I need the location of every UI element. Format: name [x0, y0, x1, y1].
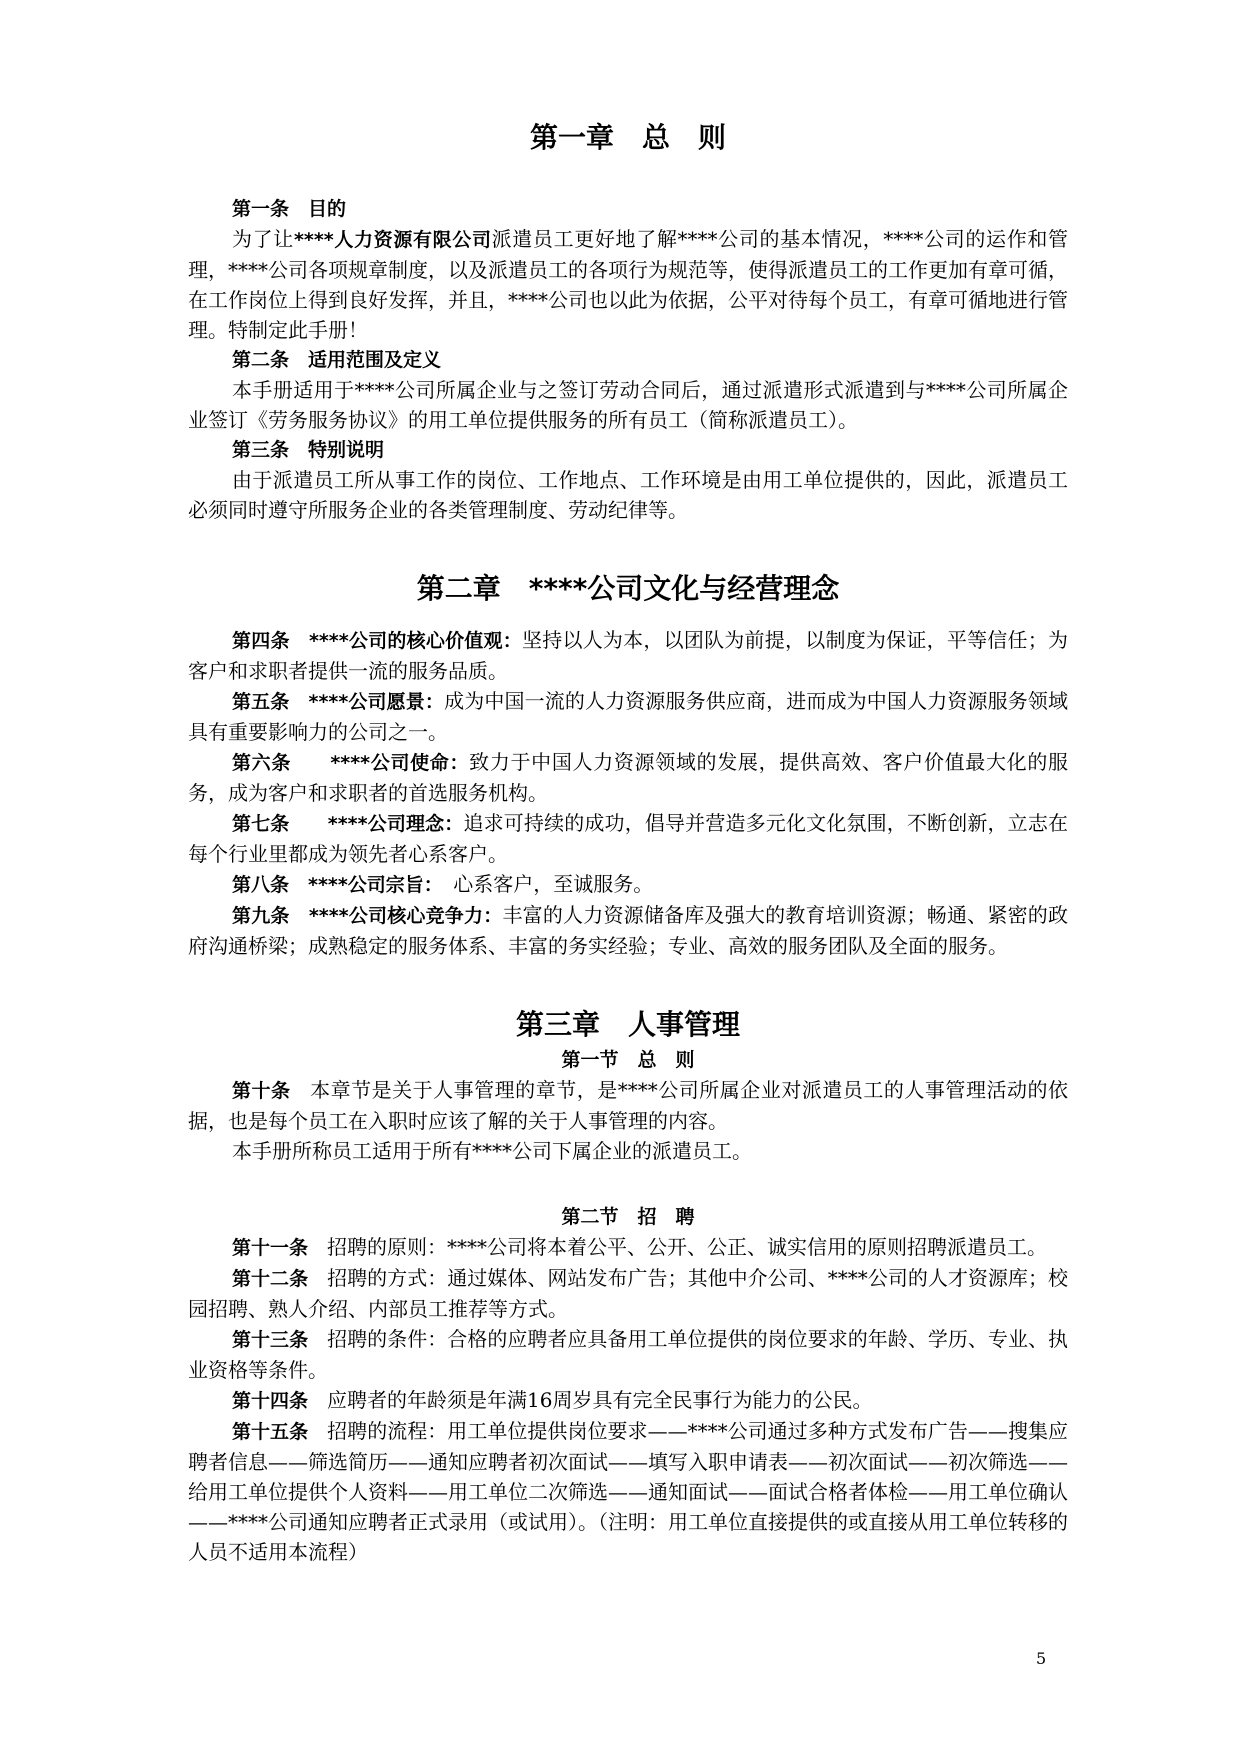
- section-1-paragraph: 本手册所称员工适用于所有****公司下属企业的派遣员工。: [232, 1139, 752, 1163]
- article-2-text: 本手册适用于****公司所属企业与之签订劳动合同后，通过派遣形式派遣到与****公司所属企业签订《劳务服务协议》的用工单位提供服务的所有员工（简称派遣员工）。: [188, 378, 1068, 432]
- chapter-3-title: 第三章 人事管理: [515, 1008, 740, 1041]
- page-content: [188, 118, 1068, 1567]
- article-1-title: 第一条 目的: [232, 198, 347, 220]
- article-8: 第八条 ****公司宗旨： 心系客户，至诚服务。: [232, 872, 654, 896]
- article-9: 第九条 ****公司核心竞争力：丰富的人力资源储备库及强大的教育培训资源；畅通、紧密的政府沟通桥梁；成熟稳定的服务体系、丰富的务实经验；专业、高效的服务团队及全面的服务。: [188, 903, 1068, 958]
- article-1-text: 为了让****人力资源有限公司派遣员工更好地了解****公司的基本情况，****公司的运作和管理，****公司各项规章制度，以及派遣员工的各项行为规范等，使得派遣员工的工作更加有章可循，在工作岗位上得到良好发挥，并且，****公司也以此为依据，公平对待每个员工，有章可循地进行管理。特制定此手册！: [188, 227, 1069, 342]
- article-10: 第十条 本章节是关于人事管理的章节，是****公司所属企业对派遣员工的人事管理活动的依据，也是每个员工在入职时应该了解的关于人事管理的内容。: [188, 1078, 1068, 1133]
- article-3-text: 由于派遣员工所从事工作的岗位、工作地点、工作环境是由用工单位提供的，因此，派遣员工必须同时遵守所服务企业的各类管理制度、劳动纪律等。: [188, 468, 1068, 522]
- article-3-title: 第三条 特别说明: [232, 439, 385, 461]
- article-6: 第六条 ****公司使命：致力于中国人力资源领域的发展，提供高效、客户价值最大化的服务，成为客户和求职者的首选服务机构。: [188, 750, 1068, 805]
- article-7: 第七条 ****公司理念：追求可持续的成功，倡导并营造多元化文化氛围，不断创新，立志在每个行业里都成为领先者心系客户。: [188, 811, 1068, 866]
- article-2-title: 第二条 适用范围及定义: [232, 349, 442, 371]
- article-11: 第十一条 招聘的原则：****公司将本着公平、公开、公正、诚实信用的原则招聘派遣员工。: [232, 1235, 1048, 1259]
- article-12: 第十二条 招聘的方式：通过媒体、网站发布广告；其他中介公司、****公司的人才资源库；校园招聘、熟人介绍、内部员工推荐等方式。: [188, 1266, 1068, 1321]
- article-4: 第四条 ****公司的核心价值观：坚持以人为本，以团队为前提，以制度为保证，平等信任；为客户和求职者提供一流的服务品质。: [188, 628, 1069, 683]
- company-name: ****人力资源有限公司: [293, 229, 492, 251]
- article-5: 第五条 ****公司愿景：成为中国一流的人力资源服务供应商，进而成为中国人力资源服务领域具有重要影响力的公司之一。: [188, 689, 1068, 744]
- article-14: 第十四条 应聘者的年龄须是年满16周岁具有完全民事行为能力的公民。: [232, 1388, 873, 1412]
- section-1-title: 第一节 总 则: [561, 1049, 695, 1071]
- page-number: 5: [1036, 1649, 1047, 1668]
- section-2-title: 第二节 招 聘: [561, 1206, 695, 1228]
- article-15: 第十五条 招聘的流程：用工单位提供岗位要求——****公司通过多种方式发布广告——搜集应聘者信息——筛选简历——通知应聘者初次面试——填写入职申请表——初次面试——初次筛选——给用工单位提供个人资料——用工单位二次筛选——通知面试——面试合格者体检——用工单位确认——****公司通知应聘者正式录用（或试用）。（注明：用工单位直接提供的或直接从用工单位转移的人员不适用本流程）: [188, 1419, 1068, 1564]
- article-13: 第十三条 招聘的条件：合格的应聘者应具备用工单位提供的岗位要求的年龄、学历、专业、执业资格等条件。: [188, 1327, 1068, 1382]
- chapter-2-title: 第二章 ****公司文化与经营理念: [416, 572, 840, 605]
- chapter-1-title: 第一章 总 则: [529, 121, 726, 154]
